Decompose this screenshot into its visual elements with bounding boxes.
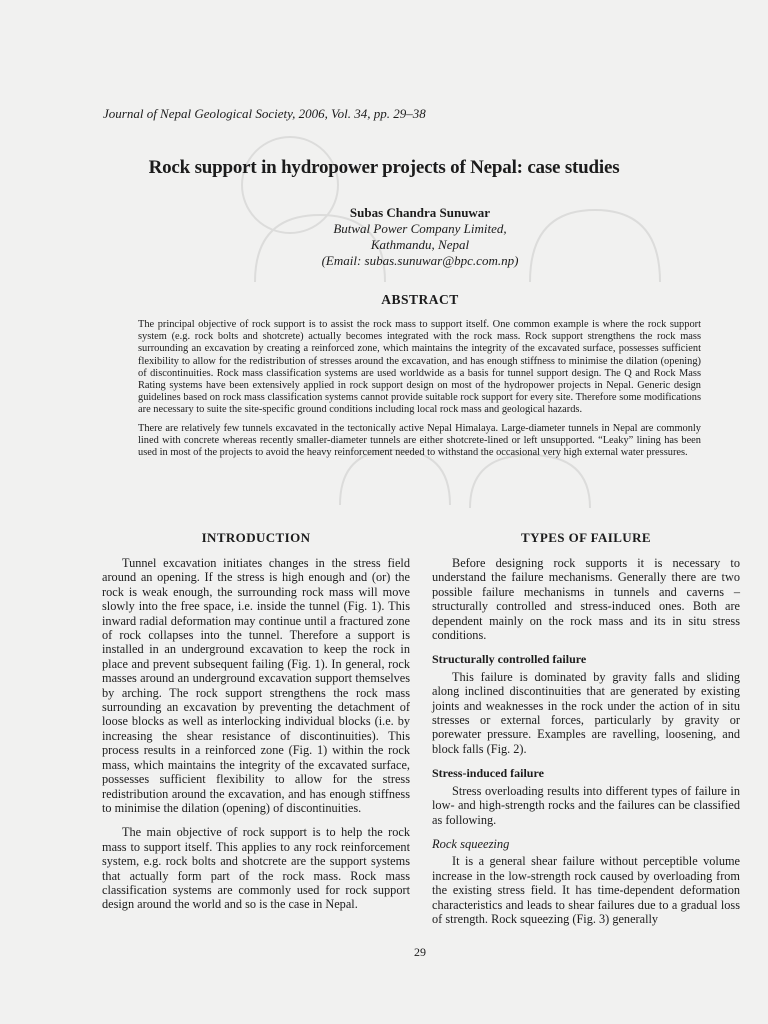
- author-block: [0, 205, 768, 269]
- abstract-body: [138, 319, 701, 465]
- introduction-paragraph: The main objective of rock support is to help the rock mass to support itself. This applies to any rock reinforcement system, e.g. rock bolts and shotcrete are the support systems that actually form part of the rock mass. Rock mass classification systems are commonly used for rock support design around the world and so is the case in Nepal.: [102, 825, 410, 912]
- types-of-failure-heading: TYPES OF FAILURE: [521, 530, 651, 545]
- paper-title: Rock support in hydropower projects of Nepal: case studies: [148, 157, 620, 178]
- structural-failure-heading: Structurally controlled failure: [432, 652, 587, 667]
- structural-failure-paragraph: This failure is dominated by gravity falls and sliding along inclined discontinuities that are generated by existing joints and weaknesses in the rock under the action of in situ stresses or external forces, particularly by gravity or porewater pressure. Examples are ravelling, loosening, and block falls (Fig. 2).: [432, 669, 740, 756]
- abstract-paragraph: The principal objective of rock support is to assist the rock mass to support itself. One common example is where the rock support system (e.g. rock bolts and shotcrete) actually becomes integrated with the rock mass. Rock support strengthens the rock mass surrounding an excavation by creating a reinforced zone, which maintains the integrity of the excavated surface, possesses sufficient flexibility to allow for the redistribution of stresses around the excavation, and has enough stiffness to minimise the dilation (opening) of discontinuities. Rock mass classification systems are used worldwide as a basis for tunnel support design. The Q and Rock Mass Rating systems have been extensively applied in rock support design on most of the hydropower projects in Nepal. Generic design guidelines based on rock mass classification systems cannot provide suitable rock support for every site. Therefore some modifications are necessary to suite the site-specific ground conditions including local rock mass and geological hazards.: [138, 319, 701, 416]
- failure-paragraph: Before designing rock supports it is necessary to understand the failure mechanisms. Generally there are two possible failure mechanisms in tunnels and caverns – structurally controlled and stress-induced ones. Both are dependent mainly on the rock mass and its in situ stress conditions.: [432, 556, 740, 643]
- author-location: Kathmandu, Nepal: [370, 237, 470, 252]
- journal-citation: Journal of Nepal Geological Society, 2006, Vol. 34, pp. 29–38: [103, 106, 426, 121]
- rock-squeezing-heading: Rock squeezing: [432, 836, 510, 851]
- introduction-heading: INTRODUCTION: [201, 530, 311, 545]
- abstract-paragraph: There are relatively few tunnels excavated in the tectonically active Nepal Himalaya. Large-diameter tunnels in Nepal are commonly lined with concrete whereas recently smaller-diameter tunnels are either shotcrete-lined or left unsupported. “Leaky” lining has been used in most of the projects to avoid the heavy reinforcement needed to withstand the occasional very high external water pressures.: [138, 422, 701, 459]
- author-name: Subas Chandra Sunuwar: [349, 205, 491, 220]
- introduction-paragraph: Tunnel excavation initiates changes in the stress field around an opening. If the stress is high enough and (or) the rock is weak enough, the surrounding rock mass will move slowly into the free space, i.e. inside the tunnel (Fig. 1). This inward radial deformation may continue until a fractured zone of rock collapses into the tunnel. Therefore a support is installed in an underground excavation to keep the rock in place and prevent subsequent failing (Fig. 1). In general, rock masses around an underground excavation support themselves by arching. The rock support strengthens the rock mass surrounding an excavation by preventing the detachment of loose blocks as well as interlocking individual blocks (i.e. by increasing the shear resistance of discontinuities). This process results in a reinforced zone (Fig. 1) within the rock mass, which maintains the integrity of the excavated surface, possesses sufficient flexibility to allow for the stress redistribution around the excavation, and has enough stiffness to minimise the dilation (opening) of discontinuities.: [102, 556, 410, 815]
- author-affiliation: Butwal Power Company Limited,: [333, 221, 507, 236]
- stress-failure-heading: Stress-induced failure: [432, 766, 544, 781]
- left-column: [102, 531, 410, 922]
- page-number: 29: [414, 945, 426, 959]
- rock-squeezing-paragraph: It is a general shear failure without perceptible volume increase in the low-strength rock caused by overloading from the existing stress field. It has time-dependent deformation characteristics and leads to shear failures due to a gradual loss of strength. Rock squeezing (Fig. 3) generally: [432, 854, 740, 926]
- author-email: (Email: subas.sunuwar@bpc.com.np): [321, 253, 519, 268]
- abstract-heading: ABSTRACT: [381, 292, 459, 307]
- right-column: [432, 531, 740, 936]
- stress-failure-paragraph: Stress overloading results into different types of failure in low- and high-strength rocks and the failures can be classified as following.: [432, 783, 740, 827]
